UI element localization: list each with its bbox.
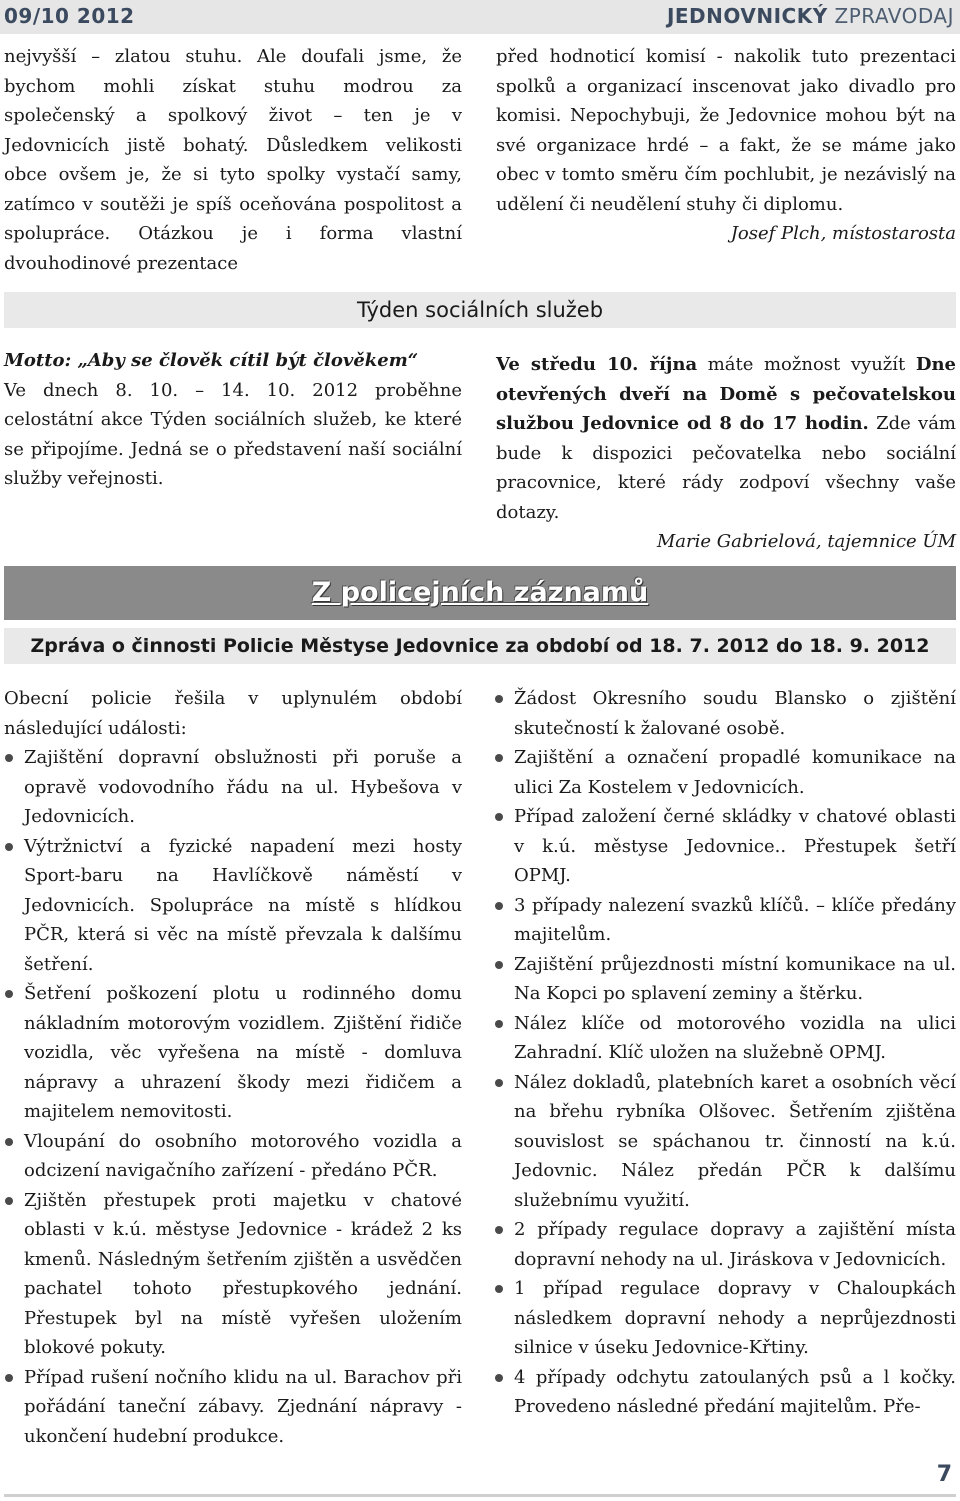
social-left-text: Ve dnech 8. 10. – 14. 10. 2012 proběhne celostátní akce Týden sociálních služeb, ke které se připojíme. Jedná se o představení naší sociální služby veřejnosti.: [4, 379, 462, 489]
list-item: Žádost Okresního soudu Blansko o zjištění skutečností k žalované osobě.: [494, 684, 956, 743]
list-item: Nález dokladů, platebních karet a osobních věcí na břehu rybníka Olšovec. Šetřením zjištěna souvislost se spáchanou tr. činností na k.ú. Jedovnic. Nález předán PČR k dalšímu služebnímu využití.: [494, 1068, 956, 1216]
signature-plch: Josef Plch, místostarosta: [730, 223, 956, 244]
list-item: 4 případy odchytu zatoulaných psů a l kočky. Provedeno následné předání majitelům. Pře-: [494, 1363, 956, 1422]
police-left-list: [4, 743, 462, 1451]
list-item: Nález klíče od motorového vozidla na ulici Zahradní. Klíč uložen na služebně OPMJ.: [494, 1009, 956, 1068]
signature-gabrielova: Marie Gabrielová, tajemnice ÚM: [656, 531, 956, 552]
list-item: 2 případy regulace dopravy a zajištění místa dopravní nehody na ul. Jiráskova v Jedovnicích.: [494, 1215, 956, 1274]
list-item: Výtržnictví a fyzické napadení mezi hosty Sport-baru na Havlíčkově náměstí v Jedovnicích. Spolupráce na místě s hlídkou PČR, která si věc na místě převzala k dalšímu šetření.: [4, 832, 462, 980]
list-item: Zajištění průjezdnosti místní komunikace na ul. Na Kopci po splavení zeminy a štěrku.: [494, 950, 956, 1009]
social-left-column: [4, 346, 462, 494]
list-item: Zjištěn přestupek proti majetku v chatové oblasti v k.ú. městyse Jedovnice - krádež 2 ks kmenů. Následným šetřením zjištěn a usvědčen pachatel tohoto přestupkového jednání. Přestupek byl na místě vyřešen uložením blokové pokuty.: [4, 1186, 462, 1363]
masthead-light: ZPRAVODAJ: [834, 4, 954, 28]
social-right-rest: Zde vám bude k dispozici pečovatelka nebo sociální pracovnice, které rády zodpoví všechny vaše dotazy.: [496, 413, 956, 523]
motto: Motto: „Aby se člověk cítil být člověkem“: [4, 350, 419, 371]
page-number: 7: [936, 1462, 952, 1487]
top-left-text: nejvyšší – zlatou stuhu. Ale doufali jsme, že bychom mohli získat stuhu modrou za společenský a spolkový život – ten je v Jedovnicích jistě bohatý. Důsledkem velikosti obce ovšem je, že si tyto spolky vystačí samy, zatímco v soutěži je spíš oceňována pospolitost a spolupráce. Otázkou je i forma vlastní dvouhodinové prezentace: [4, 46, 462, 274]
masthead-bold: JEDNOVNICKÝ: [666, 4, 828, 28]
police-section-title: Z policejních záznamů: [311, 577, 649, 608]
issue-number: 09/10 2012: [4, 4, 135, 28]
list-item: Zajištění a označení propadlé komunikace na ulici Za Kostelem v Jedovnicích.: [494, 743, 956, 802]
list-item: Případ založení černé skládky v chatové oblasti v k.ú. městyse Jedovnice.. Přestupek šetří OPMJ.: [494, 802, 956, 891]
top-right-text: před hodnoticí komisí - nakolik tuto prezentaci spolků a organizací inscenovat jako divadlo pro komisi. Nepochybuji, že Jedovnice mohou být na své organizace hrdé – a fakt, že se máme jako obec v tomto směru čím pochlubit, je nezávislý na udělení či neudělení stuhy či diplomu.: [496, 46, 956, 215]
police-right-list: [494, 684, 956, 1422]
police-left-column: [4, 684, 462, 1451]
social-mid-text: máte možnost využít: [697, 354, 916, 375]
list-item: Zajištění dopravní obslužnosti při poruše a opravě vodovodního řádu na ul. Hybešova v Jedovnicích.: [4, 743, 462, 832]
top-right-column: [496, 42, 956, 249]
section-title-social: Týden sociálních služeb: [4, 292, 956, 328]
police-right-column: [494, 684, 956, 1422]
social-right-column: [496, 350, 956, 557]
masthead: [667, 4, 954, 28]
top-left-column: [4, 42, 462, 278]
list-item: Vloupání do osobního motorového vozidla a odcizení navigačního zařízení - předáno PČR.: [4, 1127, 462, 1186]
social-right-text: [496, 350, 956, 527]
list-item: Šetření poškození plotu u rodinného domu nákladním motorovým vozidlem. Zjištění řidiče vozidla, věc vyřešena na místě - domluva nápravy a uhrazení škody mezi řidičem a majitelem nemovitosti.: [4, 979, 462, 1127]
footer-rule: [4, 1494, 956, 1497]
date-highlight: Ve středu 10. října: [496, 354, 698, 375]
list-item: 3 případy nalezení svazků klíčů. – klíče předány majitelům.: [494, 891, 956, 950]
list-item: 1 případ regulace dopravy v Chaloupkách následkem dopravní nehody a neprůjezdnosti silnice v úseku Jedovnice-Křtiny.: [494, 1274, 956, 1363]
open-door-highlight: Dne otevřených dveří na Domě s pečovatelskou službou Jedovnice od 8 do 17 hodin.: [496, 354, 957, 434]
list-item: Případ rušení nočního klidu na ul. Barachov při pořádání taneční zábavy. Zjednání nápravy - ukončení hudební produkce.: [4, 1363, 462, 1452]
police-intro: Obecní policie řešila v uplynulém období následující události:: [4, 688, 462, 739]
police-subtitle: Zpráva o činnosti Policie Městyse Jedovnice za období od 18. 7. 2012 do 18. 9. 2012: [4, 628, 956, 664]
